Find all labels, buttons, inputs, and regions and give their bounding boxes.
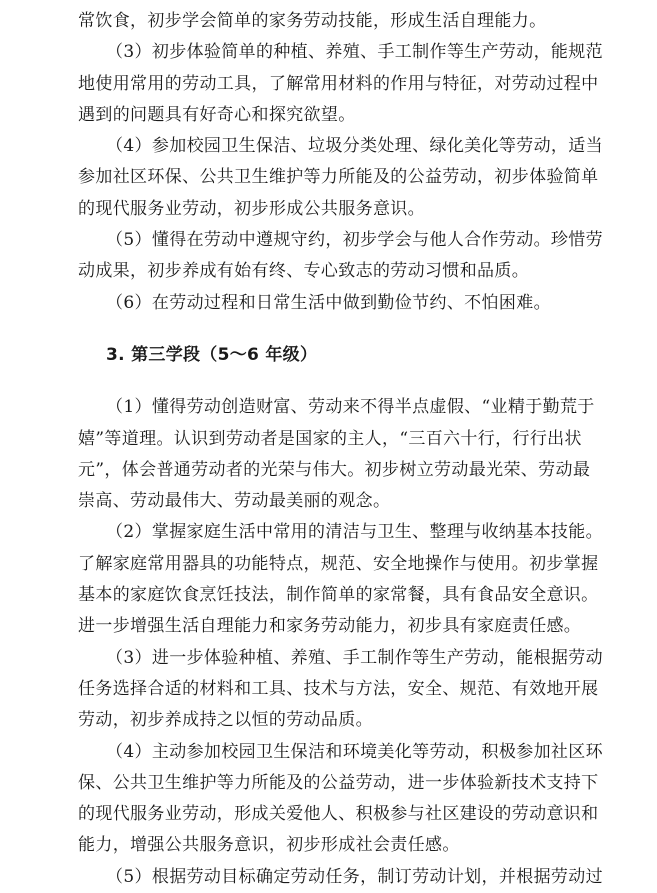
paragraph-line: 参加社区环保、公共卫生维护等力所能及的公益劳动，初步体验简单 <box>78 167 599 188</box>
stage2-item-5 <box>78 225 617 288</box>
paragraph-line: （3）初步体验简单的种植、养殖、手工制作等生产劳动，能规范 <box>106 42 603 63</box>
paragraph-line: 地使用常用的劳动工具，了解常用材料的作用与特征，对劳动过程中 <box>78 73 599 94</box>
paragraph-line: 动成果，初步养成有始有终、专心致志的劳动习惯和品质。 <box>78 261 530 282</box>
paragraph-line: （1）懂得劳动创造财富、劳动来不得半点虚假、“业精于勤荒于 <box>106 397 595 418</box>
stage2-item-6 <box>78 288 617 319</box>
paragraph-line: 劳动，初步养成持之以恒的劳动品质。 <box>78 710 373 731</box>
paragraph-line: （5）懂得在劳动中遵规守约，初步学会与他人合作劳动。珍惜劳 <box>106 230 603 251</box>
stage3-item-5 <box>78 862 617 893</box>
paragraph-line: 进一步增强生活自理能力和家务劳动能力，初步具有家庭责任感。 <box>78 616 582 637</box>
paragraph-line: （6）在劳动过程和日常生活中做到勤俭节约、不怕困难。 <box>106 292 551 313</box>
paragraph-line: 基本的家庭饮食烹饪技法，制作简单的家常餐，具有食品安全意识。 <box>78 585 599 606</box>
paragraph-line: （3）进一步体验种植、养殖、手工制作等生产劳动，能根据劳动 <box>106 647 603 668</box>
stage2-item-4 <box>78 131 617 225</box>
paragraph-line: （5）根据劳动目标确定劳动任务，制订劳动计划，并根据劳动过 <box>106 866 603 887</box>
section-heading: 3. 第三学段（5～6 年级） <box>106 344 318 365</box>
stage3-item-3 <box>78 643 617 737</box>
stage3-item-2 <box>78 517 617 642</box>
paragraph-line: 常饮食，初步学会简单的家务劳动技能，形成生活自理能力。 <box>78 11 547 31</box>
paragraph-line: 保、公共卫生维护等力所能及的公益劳动，进一步体验新技术支持下 <box>78 772 599 793</box>
stage3-item-1 <box>78 392 617 517</box>
paragraph-line: 了解家庭常用器具的功能特点，规范、安全地操作与使用。初步掌握 <box>78 553 599 574</box>
paragraph-line: 能力，增强公共服务意识，初步形成社会责任感。 <box>78 835 460 856</box>
paragraph-line: （2）掌握家庭生活中常用的清洁与卫生、整理与收纳基本技能。 <box>106 522 603 543</box>
paragraph-line: （4）参加校园卫生保洁、垃圾分类处理、绿化美化等劳动，适当 <box>106 136 603 157</box>
paragraph-line: 崇高、劳动最伟大、劳动最美丽的观念。 <box>78 491 391 512</box>
paragraph-line: 遇到的问题具有好奇心和探究欲望。 <box>78 104 356 125</box>
paragraph-line: 元”，体会普通劳动者的光荣与伟大。初步树立劳动最光荣、劳动最 <box>78 459 591 480</box>
paragraph-line: 的现代服务业劳动，初步形成公共服务意识。 <box>78 198 425 219</box>
paragraph-line: 的现代服务业劳动，形成关爱他人、积极参与社区建设的劳动意识和 <box>78 804 599 825</box>
paragraph-line: 任务选择合适的材料和工具、技术与方法，安全、规范、有效地开展 <box>78 678 599 699</box>
stage2-item-3 <box>78 37 617 131</box>
paragraph-line: （4）主动参加校园卫生保洁和环境美化等劳动，积极参加社区环 <box>106 741 603 762</box>
stage3-item-4 <box>78 737 617 862</box>
paragraph-line: 嬉”等道理。认识到劳动者是国家的主人，“三百六十行，行行出状 <box>78 428 582 449</box>
